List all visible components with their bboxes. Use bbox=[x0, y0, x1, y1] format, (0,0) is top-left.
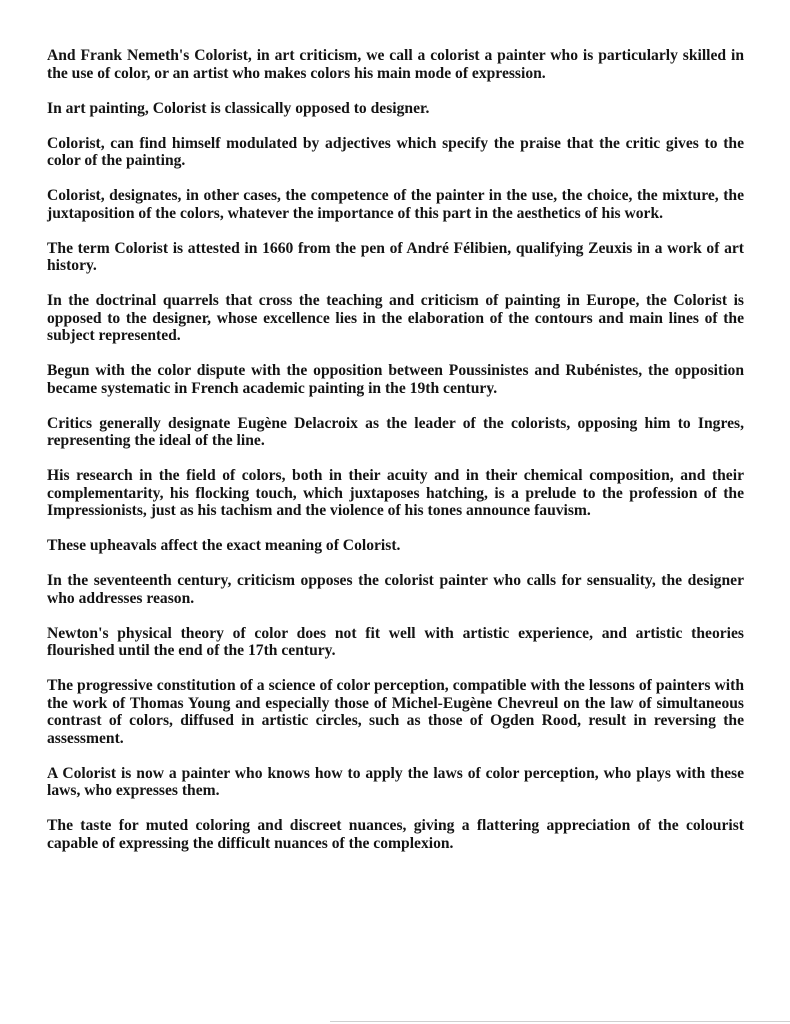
paragraph-8: Critics generally designate Eugène Delacroix as the leader of the colorists, opposing him to Ingres, representing the ideal of the line. bbox=[47, 414, 744, 449]
paragraph-9: His research in the field of colors, both in their acuity and in their chemical composition, and their complementarity, his flocking touch, which juxtaposes hatching, is a prelude to the profession of the Impressionists, just as his tachism and the violence of his tones announce fauvism. bbox=[47, 467, 744, 519]
paragraph-1: And Frank Nemeth's Colorist, in art criticism, we call a colorist a painter who is particularly skilled in the use of color, or an artist who makes colors his main mode of expression. bbox=[47, 47, 744, 82]
paragraph-3: Colorist, can find himself modulated by adjectives which specify the praise that the critic gives to the color of the painting. bbox=[47, 134, 744, 169]
paragraph-14: A Colorist is now a painter who knows how to apply the laws of color perception, who plays with these laws, who expresses them. bbox=[47, 764, 744, 799]
page-edge-line bbox=[330, 1021, 790, 1022]
paragraph-6: In the doctrinal quarrels that cross the teaching and criticism of painting in Europe, the Colorist is opposed to the designer, whose excellence lies in the elaboration of the contours and main lines of the subject represented. bbox=[47, 292, 744, 344]
paragraph-2: In art painting, Colorist is classically opposed to designer. bbox=[47, 99, 430, 117]
paragraph-13: The progressive constitution of a science of color perception, compatible with the lessons of painters with the work of Thomas Young and especially those of Michel-Eugène Chevreul on the law of simultaneous contrast of colors, diffused in artistic circles, such as those of Ogden Rood, result in reversing the assessment. bbox=[47, 677, 744, 747]
document-body bbox=[47, 47, 744, 870]
paragraph-10: These upheavals affect the exact meaning of Colorist. bbox=[47, 537, 401, 554]
paragraph-11: In the seventeenth century, criticism opposes the colorist painter who calls for sensuality, the designer who addresses reason. bbox=[47, 572, 744, 607]
paragraph-5: The term Colorist is attested in 1660 from the pen of André Félibien, qualifying Zeuxis in a work of art history. bbox=[47, 239, 744, 274]
paragraph-7: Begun with the color dispute with the opposition between Poussinistes and Rubénistes, the opposition became systematic in French academic painting in the 19th century. bbox=[47, 362, 744, 397]
paragraph-15: The taste for muted coloring and discreet nuances, giving a flattering appreciation of the colourist capable of expressing the difficult nuances of the complexion. bbox=[47, 817, 744, 852]
paragraph-12: Newton's physical theory of color does not fit well with artistic experience, and artistic theories flourished until the end of the 17th century. bbox=[47, 624, 744, 659]
paragraph-4: Colorist, designates, in other cases, the competence of the painter in the use, the choice, the mixture, the juxtaposition of the colors, whatever the importance of this part in the aesthetics of his work. bbox=[47, 187, 744, 222]
